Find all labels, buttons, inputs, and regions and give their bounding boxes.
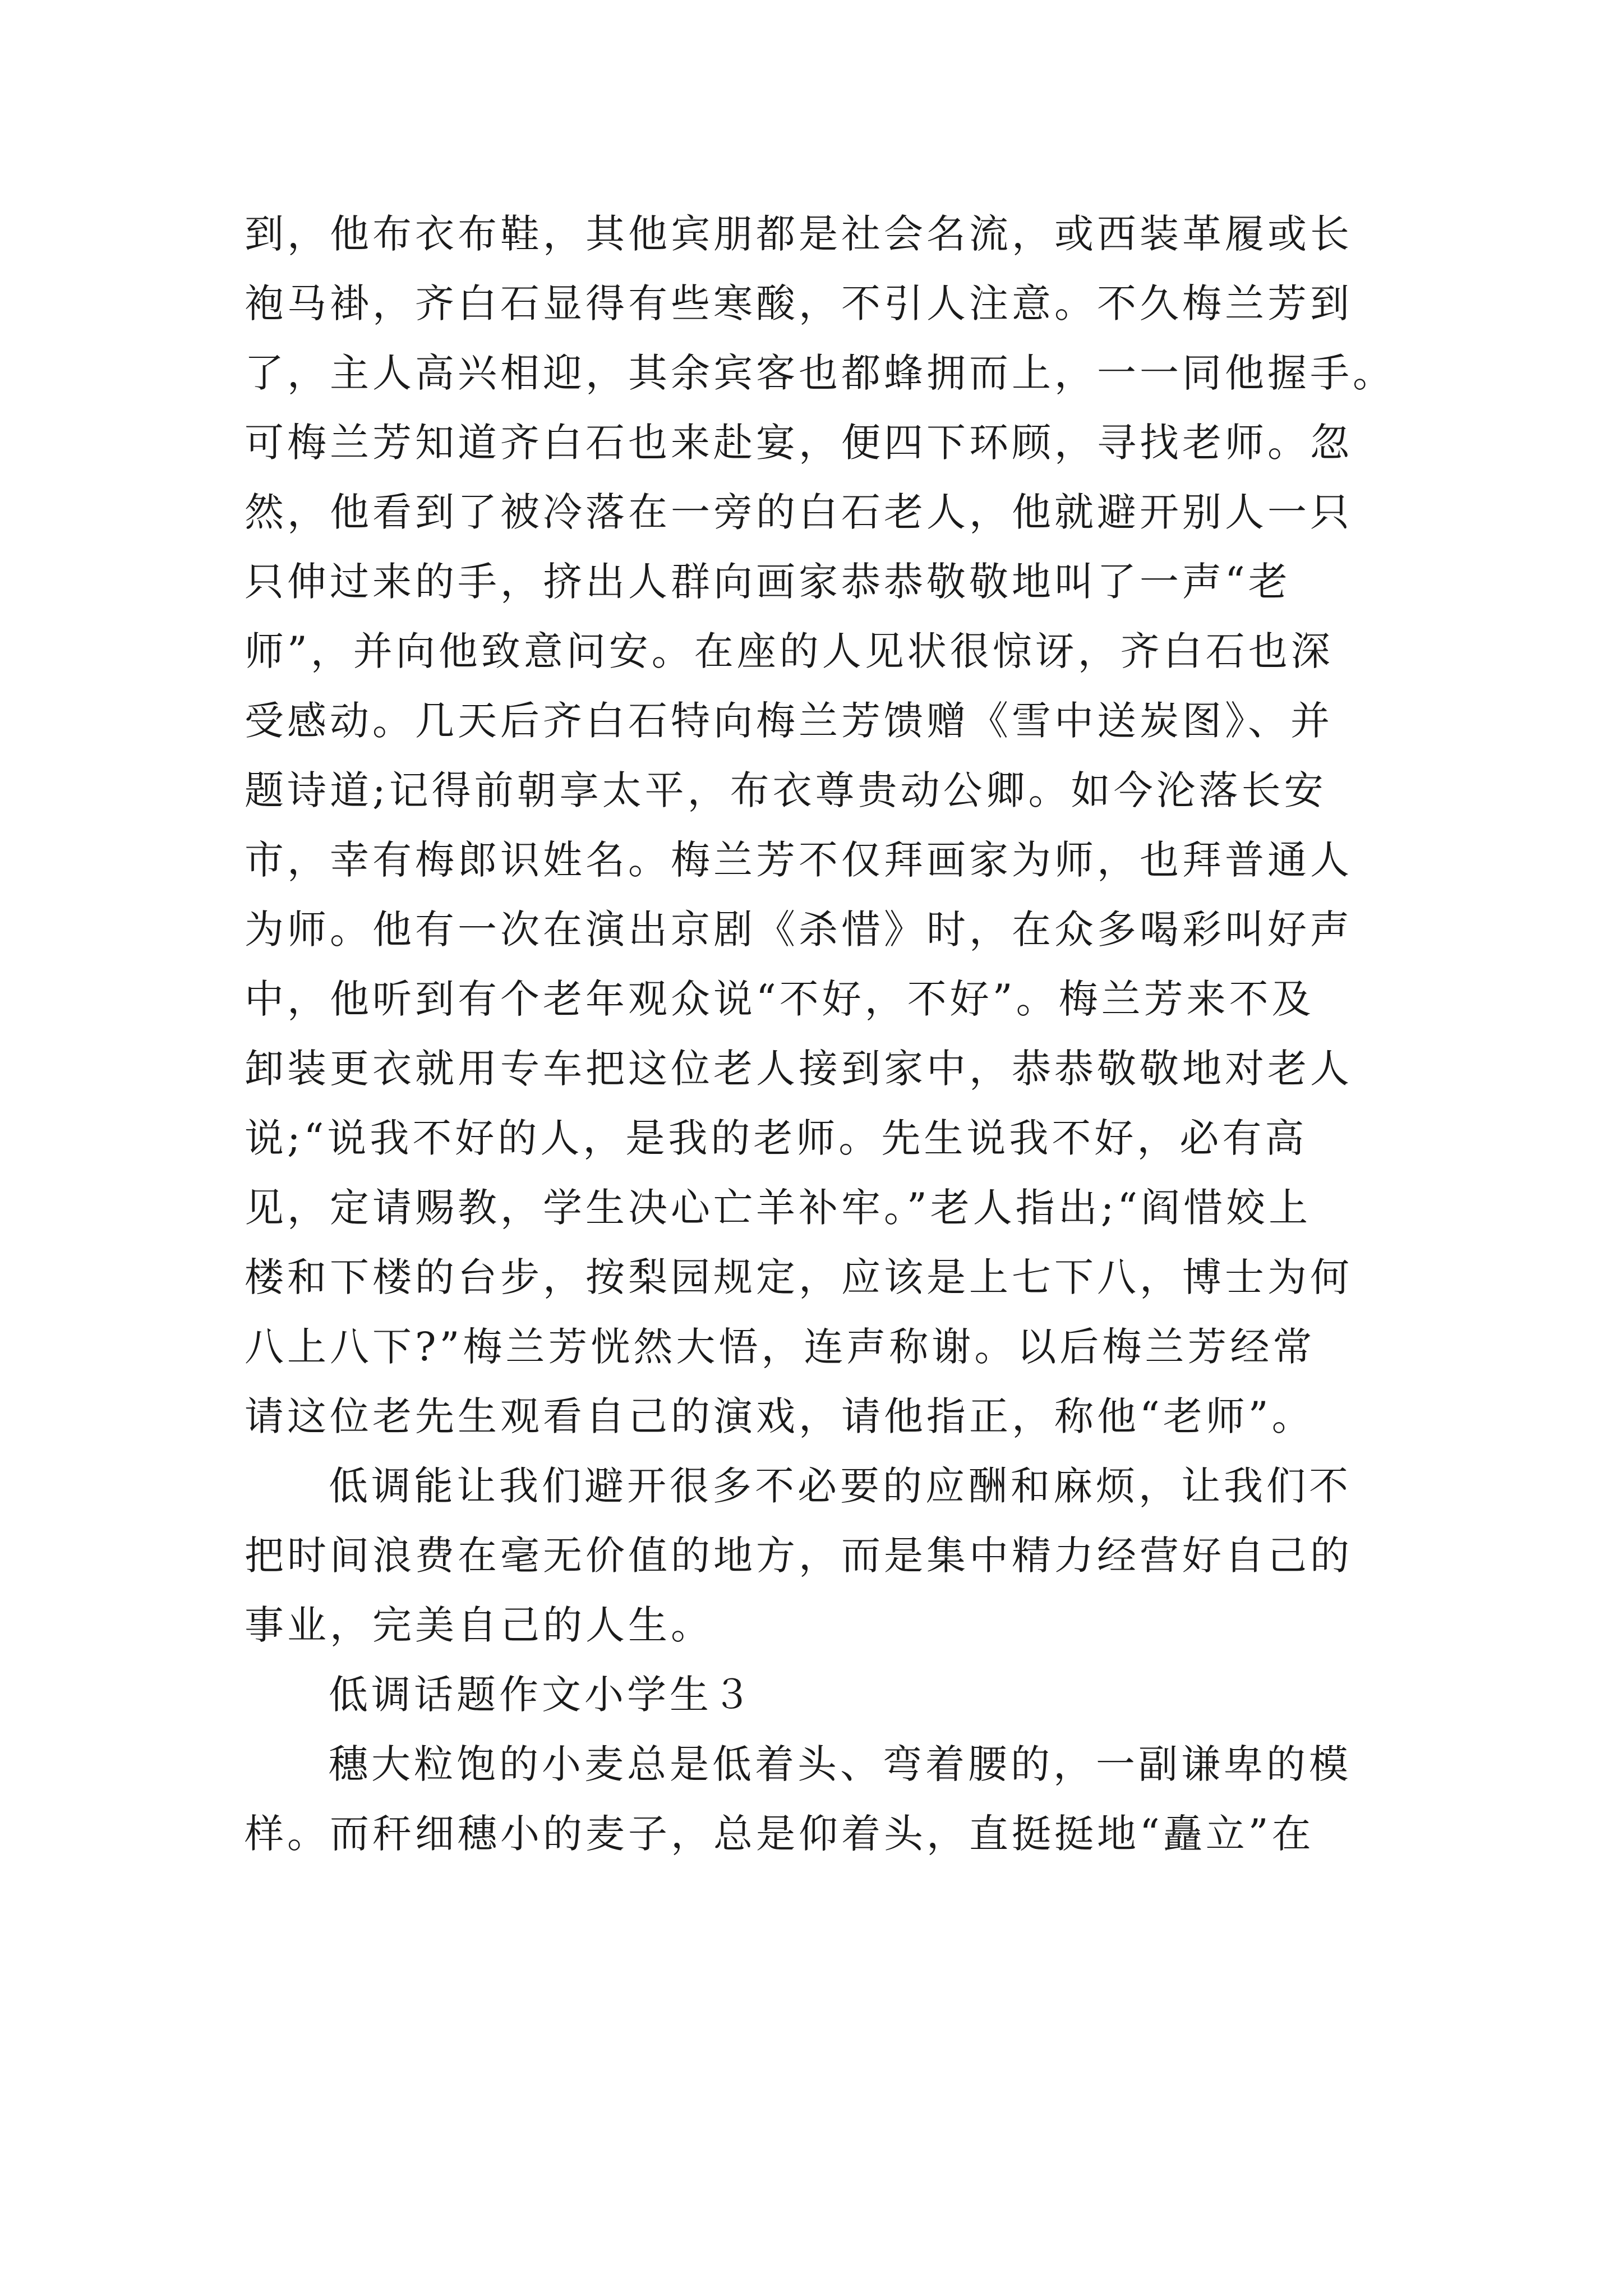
- paragraph-line: 八上八下?”梅兰芳恍然大悟，连声称谢。以后梅兰芳经常: [245, 1324, 1316, 1370]
- paragraph-1: [245, 199, 1395, 1451]
- paragraph-line: 袍马褂，齐白石显得有些寒酸，不引人注意。不久梅兰芳到: [245, 280, 1353, 326]
- paragraph-line: 说;“说我不好的人，是我的老师。先生说我不好，必有高: [245, 1115, 1308, 1161]
- paragraph-line: 只伸过来的手，挤出人群向画家恭恭敬敬地叫了一声“老: [245, 559, 1291, 605]
- paragraph-3: [245, 1729, 1389, 1869]
- paragraph-line: 样。而秆细穗小的麦子，总是仰着头，直挺挺地“矗立”在: [245, 1811, 1315, 1857]
- paragraph-line: 卸装更衣就用专车把这位老人接到家中，恭恭敬敬地对老人: [245, 1046, 1353, 1092]
- paragraph-line: 受感动。几天后齐白石特向梅兰芳馈赠《雪中送炭图》、并: [245, 698, 1333, 744]
- paragraph-line: 穗大粒饱的小麦总是低着头、弯着腰的，一副谦卑的模: [329, 1741, 1352, 1787]
- paragraph-line: 市，幸有梅郎识姓名。梅兰芳不仅拜画家为师，也拜普通人: [245, 837, 1353, 883]
- paragraph-line: 然，他看到了被冷落在一旁的白石老人，他就避开别人一只: [245, 489, 1353, 535]
- paragraph-line: 事业，完美自己的人生。: [245, 1602, 713, 1648]
- paragraph-line: 可梅兰芳知道齐白石也来赴宴，便四下环顾，寻找老师。忽: [245, 420, 1353, 466]
- paragraph-line: 师”，并向他致意问安。在座的人见状很惊讶，齐白石也深: [245, 628, 1334, 674]
- paragraph-2: [245, 1451, 1389, 1660]
- paragraph-line: 见，定请赐教，学生决心亡羊补牢。”老人指出;“阎惜姣上: [245, 1185, 1312, 1231]
- paragraph-line: 了，主人高兴相迎，其余宾客也都蜂拥而上，一一同他握手。: [245, 350, 1395, 396]
- section-heading: [245, 1660, 1389, 1729]
- paragraph-line: 到，他布衣布鞋，其他宾朋都是社会名流，或西装革履或长: [245, 211, 1353, 257]
- section-title: 低调话题作文小学生３: [329, 1672, 755, 1718]
- paragraph-line: 中，他听到有个老年观众说“不好，不好”。梅兰芳来不及: [245, 976, 1315, 1022]
- paragraph-line: 为师。他有一次在演出京剧《杀惜》时，在众多喝彩叫好声: [245, 907, 1353, 953]
- paragraph-line: 把时间浪费在毫无价值的地方，而是集中精力经营好自己的: [245, 1533, 1353, 1579]
- paragraph-line: 请这位老先生观看自己的演戏，请他指正，称他“老师”。: [245, 1393, 1315, 1439]
- paragraph-line: 低调能让我们避开很多不必要的应酬和麻烦，让我们不: [329, 1463, 1352, 1509]
- paragraph-line: 题诗道;记得前朝享太平，布衣尊贵动公卿。如今沦落长安: [245, 767, 1327, 813]
- paragraph-line: 楼和下楼的台步，按梨园规定，应该是上七下八，博士为何: [245, 1254, 1353, 1300]
